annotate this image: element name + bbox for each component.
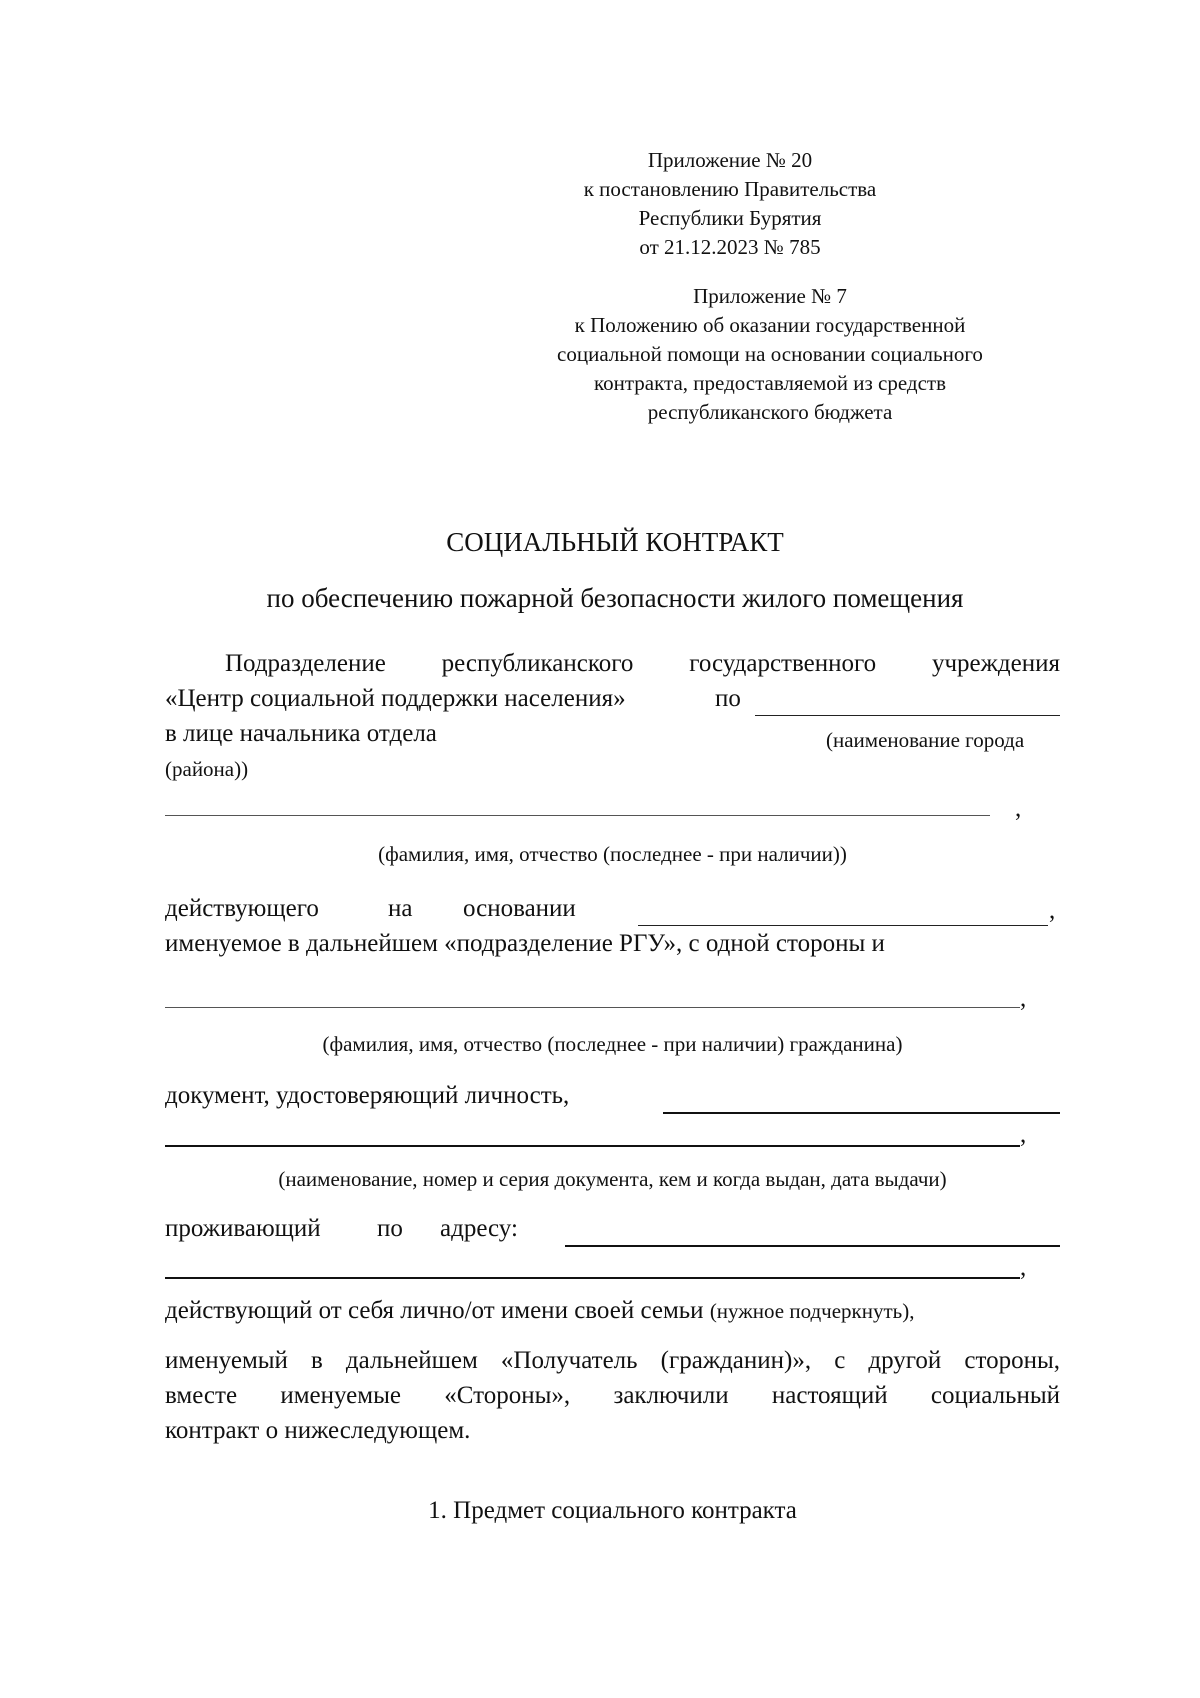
appendix-7-regulation: к Положению об оказании государственной: [574, 313, 966, 337]
address-field[interactable]: [565, 1245, 1060, 1247]
basis-word-2: на: [388, 895, 413, 922]
addr-word-3: адресу:: [440, 1215, 518, 1242]
citizen-fio-field[interactable]: [165, 1007, 1020, 1008]
document-title: СОЦИАЛЬНЫЙ КОНТРАКТ: [446, 527, 784, 557]
basis-word-1: действующего: [165, 895, 319, 922]
appendix-7-block: [500, 282, 1040, 427]
acting-line: [165, 1297, 914, 1325]
p1-line2-po: по: [715, 685, 741, 712]
appendix-7-budget: республиканского бюджета: [647, 400, 893, 424]
comma-1: ,: [1015, 795, 1022, 822]
identity-doc-field[interactable]: [663, 1112, 1060, 1114]
comma-4: ,: [1020, 1121, 1027, 1148]
comma-3: ,: [1020, 985, 1027, 1012]
doc-label: документ, удостоверяющий личность,: [165, 1082, 570, 1109]
appendix-7-social-help: социальной помощи на основании социального: [557, 342, 983, 366]
address-field-2[interactable]: [165, 1277, 1020, 1279]
basis-field[interactable]: [638, 925, 1048, 926]
comma-2: ,: [1049, 897, 1056, 924]
p1-line3: в лице начальника отдела: [165, 720, 437, 747]
acting-hint: (нужное подчеркнуть),: [709, 1299, 915, 1323]
hint-fio: (фамилия, имя, отчество (последнее - при наличии)): [378, 842, 847, 866]
p1-line2-text: «Центр социальной поддержки населения»: [165, 685, 626, 712]
addr-word-2: по: [377, 1215, 403, 1242]
appendix-7-contract: контракта, предоставляемой из средств: [594, 371, 946, 395]
hint-city: (наименование города: [826, 728, 1025, 752]
head-fio-field[interactable]: [165, 815, 990, 816]
hint-district: (района)): [165, 757, 249, 781]
appendix-20-resolution: к постановлению Правительства: [583, 177, 877, 201]
acting-text: действующий от себя лично/от имени своей семьи: [165, 1297, 710, 1324]
appendix-20-republic: Республики Бурятия: [638, 206, 822, 230]
basis-word-3: основании: [463, 895, 576, 922]
identity-doc-field-2[interactable]: [165, 1145, 1020, 1147]
recipient-line3: контракт о нижеследующем.: [165, 1417, 471, 1444]
appendix-20-date: от 21.12.2023 № 785: [639, 235, 821, 259]
p1-line1: Подразделение республиканского государственного учреждения: [225, 650, 1060, 677]
city-name-field[interactable]: [755, 715, 1060, 716]
named-rgu: именуемое в дальнейшем «подразделение РГУ», с одной стороны и: [165, 930, 885, 957]
hint-fio-citizen: (фамилия, имя, отчество (последнее - при наличии) гражданина): [322, 1032, 903, 1056]
comma-5: ,: [1020, 1254, 1027, 1281]
recipient-line2: вместе именуемые «Стороны», заключили настоящий социальный: [165, 1382, 1060, 1409]
hint-doc: (наименование, номер и серия документа, кем и когда выдан, дата выдачи): [278, 1167, 947, 1191]
appendix-7-title: Приложение № 7: [693, 284, 847, 308]
document-subtitle: по обеспечению пожарной безопасности жилого помещения: [266, 583, 964, 613]
addr-word-1: проживающий: [165, 1215, 321, 1242]
appendix-20-title: Приложение № 20: [647, 148, 813, 172]
recipient-line1: именуемый в дальнейшем «Получатель (гражданин)», с другой стороны,: [165, 1347, 1060, 1374]
section-1-heading: 1. Предмет социального контракта: [428, 1497, 797, 1524]
appendix-20-block: [560, 146, 900, 262]
